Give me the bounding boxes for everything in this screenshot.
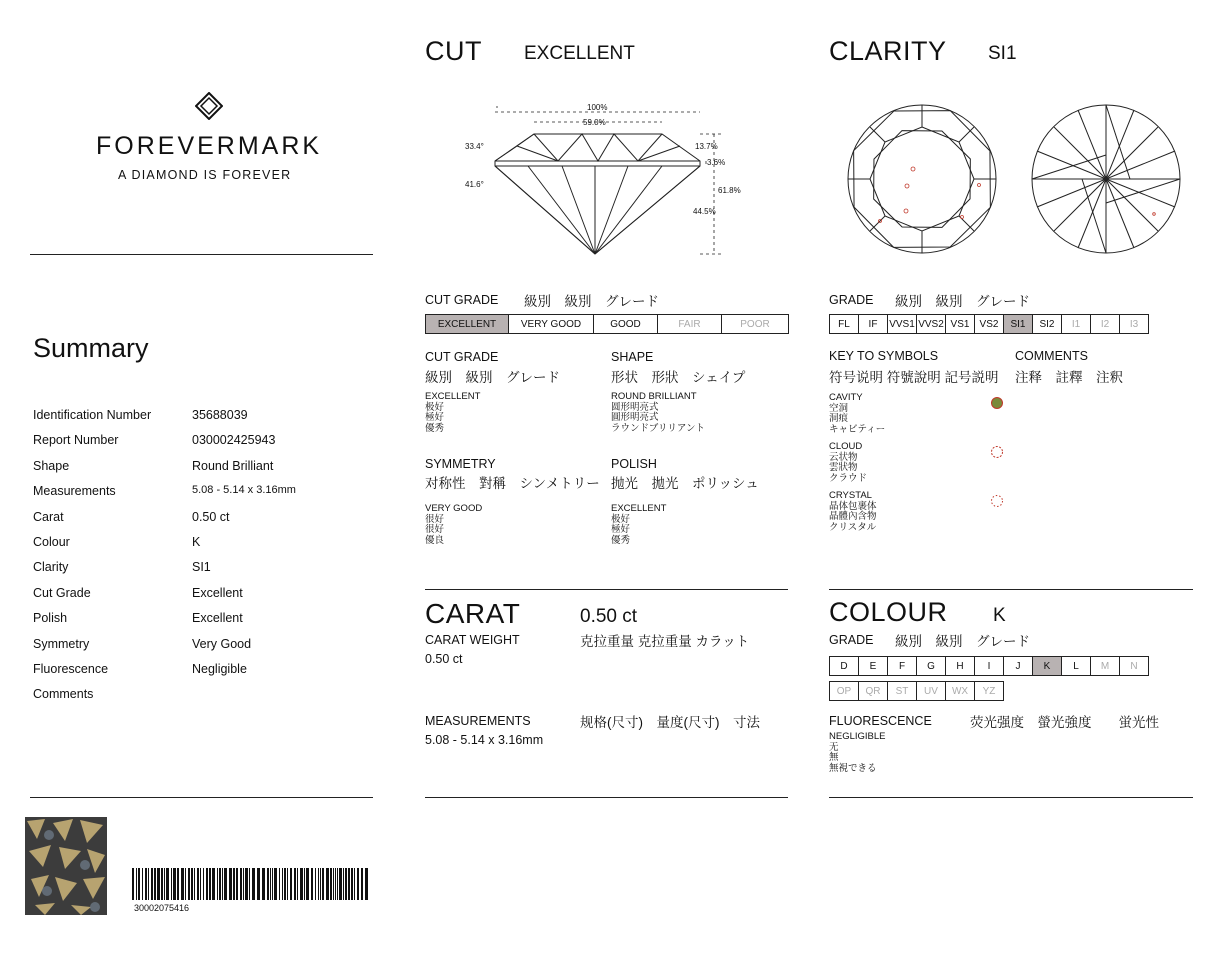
diagram-girdle: 3.6% [707, 158, 726, 167]
symmetry-jp: 对称性 對稱 シンメトリー [425, 476, 600, 491]
symbol-line: 晶体包裹体 [829, 500, 877, 512]
barcode [132, 868, 372, 900]
cut-grade-scale [425, 314, 789, 334]
cut-grade-detail-label: CUT GRADE [425, 350, 499, 364]
summary-key: Measurements [33, 484, 116, 499]
brand-tagline: A DIAMOND IS FOREVER [118, 168, 292, 182]
clarity-grade-scale [829, 314, 1149, 334]
comments-label: COMMENTS [1015, 349, 1088, 363]
scale-cell: SI1 [1004, 315, 1033, 333]
key-to-symbols-label: KEY TO SYMBOLS [829, 349, 939, 363]
summary-value: K [192, 535, 201, 549]
divider [30, 254, 373, 255]
summary-key: Fluorescence [33, 662, 109, 676]
value-line: 極好 [425, 412, 445, 423]
symbol-line: CAVITY [829, 392, 863, 403]
divider [829, 797, 1193, 798]
carat-weight-jp: 克拉重量 克拉重量 カラット [580, 634, 750, 649]
value-line: 很好 [425, 524, 445, 535]
symmetry-value [425, 504, 482, 546]
summary-key: Carat [33, 509, 64, 524]
symbol-line: キャビティー [829, 423, 886, 435]
scale-cell: UV [917, 682, 946, 700]
summary-title: Summary [33, 333, 149, 363]
scale-cell: F [888, 657, 917, 675]
scale-cell: N [1130, 660, 1138, 672]
scale-cell: I3 [1129, 318, 1139, 330]
summary-key: Colour [33, 535, 70, 549]
value-line: ROUND BRILLIANT [611, 391, 697, 402]
summary-value: Excellent [192, 611, 243, 626]
colour-title: COLOUR [829, 597, 948, 627]
divider [30, 797, 373, 798]
scale-cell: SI2 [1033, 315, 1062, 333]
cut-grade-detail-value [425, 392, 480, 434]
symbol-label [829, 442, 867, 484]
summary-value: Excellent [192, 585, 243, 600]
diagram-crown-height: 13.7% [695, 142, 718, 151]
value-line: 无 [829, 741, 839, 753]
cavity-symbol-icon [989, 395, 1005, 411]
colour-grade-scale [829, 656, 1149, 676]
summary-value: 030002425943 [192, 433, 276, 448]
scale-cell: WX [946, 682, 975, 700]
value-line: 無 [829, 752, 839, 763]
value-line: 極好 [611, 524, 631, 535]
value-line: 极好 [611, 513, 631, 525]
summary-value: 5.08 - 5.14 x 3.16mm [192, 484, 296, 497]
cloud-symbol-icon [989, 444, 1005, 460]
polish-label: POLISH [611, 457, 657, 471]
value-line: ラウンドブリリアント [611, 422, 705, 434]
security-pattern-image [25, 817, 107, 915]
carat-weight-label: CARAT WEIGHT [425, 633, 520, 647]
scale-cell: L [1062, 657, 1091, 675]
summary-value: Negligible [192, 662, 247, 676]
crystal-symbol-icon [989, 493, 1005, 509]
barcode-number: 30002075416 [134, 903, 190, 913]
fluorescence-value [829, 732, 886, 774]
cut-value: EXCELLENT [524, 43, 635, 64]
measurements-label: MEASUREMENTS [425, 714, 531, 728]
summary-value: Very Good [192, 636, 252, 651]
scale-cell: J [1004, 657, 1033, 675]
summary-key: Polish [33, 611, 68, 626]
carat-weight-value: 0.50 ct [425, 652, 463, 666]
symbol-line: 空洞 [829, 402, 849, 414]
proportion-diagram [462, 98, 762, 260]
diamond-logo-icon [195, 92, 223, 120]
brand-name: FOREVERMARK [96, 132, 323, 160]
scale-cell: I [975, 657, 1004, 675]
comments-jp: 注释 註釋 注釈 [1015, 370, 1123, 385]
value-line: 很好 [425, 513, 445, 525]
clarity-title: CLARITY [829, 36, 947, 66]
carat-value: 0.50 ct [580, 606, 638, 627]
scale-cell: E [859, 657, 888, 675]
diagram-pavilion-depth: 44.5% [693, 207, 716, 216]
scale-cell: OP [830, 682, 859, 700]
shape-value [611, 392, 705, 434]
scale-cell: POOR [740, 318, 770, 330]
value-line: NEGLIGIBLE [829, 731, 886, 742]
scale-cell: ST [888, 682, 917, 700]
diagram-table-width: 100% [587, 103, 608, 112]
symbol-line: クリスタル [829, 521, 877, 533]
symbol-label [829, 393, 885, 435]
scale-cell: IF [859, 315, 888, 333]
value-line: 優秀 [611, 534, 631, 546]
scale-cell: FAIR [658, 315, 722, 333]
colour-grade-jp: 級別 級別 グレード [895, 634, 1030, 649]
symmetry-label: SYMMETRY [425, 457, 496, 471]
summary-key: Comments [33, 687, 94, 702]
scale-cell: VVS1 [888, 315, 917, 333]
scale-cell: GOOD [594, 315, 658, 333]
fluorescence-label: FLUORESCENCE [829, 714, 932, 728]
value-line: 優秀 [425, 422, 445, 434]
scale-cell: VS1 [946, 315, 975, 333]
scale-cell: M [1091, 657, 1120, 675]
diagram-total-depth: 61.8% [718, 186, 741, 195]
scale-cell: QR [859, 682, 888, 700]
symbol-line: CLOUD [829, 441, 863, 452]
summary-value: 0.50 ct [192, 509, 230, 524]
divider [425, 797, 788, 798]
value-line: 優良 [425, 534, 445, 546]
symbol-line: クラウド [829, 472, 868, 484]
polish-value [611, 504, 666, 546]
cut-grade-detail-jp: 級別 級別 グレード [425, 370, 560, 385]
value-line: EXCELLENT [425, 391, 481, 402]
value-line: 無視できる [829, 762, 877, 774]
cut-grade-jp: 級別 級別 グレード [524, 294, 659, 309]
summary-key: Report Number [33, 433, 119, 448]
summary-key: Identification Number [33, 408, 152, 422]
clarity-grade-label: GRADE [829, 293, 874, 307]
shape-jp: 形状 形狀 シェイプ [611, 370, 746, 385]
cut-grade-label: CUT GRADE [425, 293, 499, 307]
colour-value: K [993, 605, 1006, 626]
symbol-label [829, 491, 877, 533]
summary-key: Cut Grade [33, 585, 91, 600]
symbol-line: 洞痕 [829, 413, 849, 424]
fluorescence-jp: 荧光强度 螢光強度 蛍光性 [970, 715, 1159, 730]
scale-cell: I2 [1091, 315, 1120, 333]
scale-cell: G [917, 657, 946, 675]
value-line: 圆形明亮式 [611, 401, 659, 413]
scale-cell: VS2 [975, 315, 1004, 333]
clarity-plot-pavilion [1030, 103, 1182, 255]
scale-cell: YZ [982, 685, 996, 697]
scale-cell: I1 [1062, 315, 1091, 333]
symbol-line: 晶體內含物 [829, 511, 877, 522]
polish-jp: 抛光 拋光 ポリッシュ [611, 476, 759, 491]
summary-value: Round Brilliant [192, 458, 274, 473]
summary-value: 35688039 [192, 408, 248, 422]
symbol-line: 雲狀物 [829, 462, 858, 473]
summary-key: Symmetry [33, 636, 90, 651]
clarity-value: SI1 [988, 43, 1017, 64]
scale-cell: FL [830, 315, 859, 333]
scale-cell: VERY GOOD [509, 315, 594, 333]
key-to-symbols-jp: 符号说明 符號說明 記号説明 [829, 370, 999, 385]
diagram-pavilion-angle: 41.6° [465, 180, 484, 189]
scale-cell: H [946, 657, 975, 675]
divider [829, 589, 1193, 590]
summary-value: SI1 [192, 560, 211, 575]
clarity-grade-jp: 級別 級別 グレード [895, 294, 1030, 309]
carat-title: CARAT [425, 598, 521, 629]
value-line: VERY GOOD [425, 503, 483, 514]
symbol-line: CRYSTAL [829, 490, 872, 501]
divider [425, 589, 788, 590]
colour-grade-label: GRADE [829, 633, 874, 647]
value-line: EXCELLENT [611, 503, 667, 514]
colour-grade-scale-extended [829, 681, 1004, 701]
value-line: 极好 [425, 401, 445, 413]
measurements-jp: 规格(尺寸) 量度(尺寸) 寸法 [580, 715, 760, 730]
clarity-plot-crown [846, 103, 998, 255]
diagram-table-pct: 59.0% [583, 118, 606, 127]
summary-key: Clarity [33, 560, 69, 575]
summary-key: Shape [33, 458, 70, 473]
value-line: 圓形明亮式 [611, 412, 659, 423]
scale-cell: EXCELLENT [426, 315, 509, 333]
scale-cell: K [1033, 657, 1062, 675]
cut-title: CUT [425, 36, 482, 66]
scale-cell: VVS2 [917, 315, 946, 333]
diagram-crown-angle: 33.4° [465, 142, 484, 151]
scale-cell: D [830, 657, 859, 675]
symbol-line: 云状物 [829, 451, 858, 463]
shape-label: SHAPE [611, 350, 654, 364]
measurements-value: 5.08 - 5.14 x 3.16mm [425, 733, 544, 747]
